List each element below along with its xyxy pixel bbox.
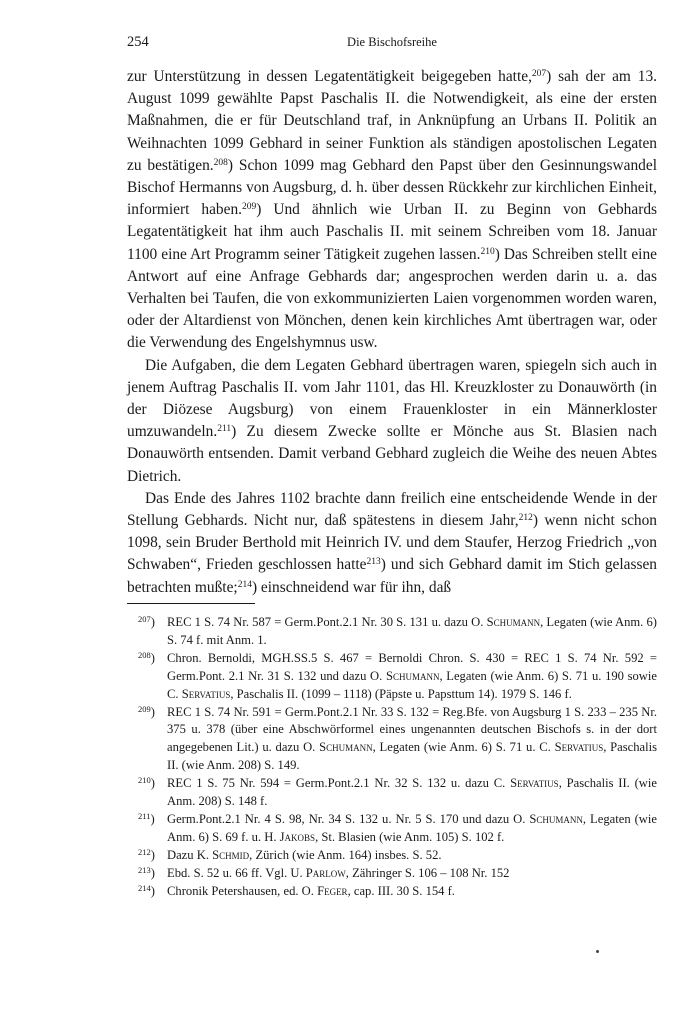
footnote-text (167, 651, 657, 701)
citation-text: Dazu K. (167, 847, 213, 862)
footnote-number-value: 212 (138, 846, 151, 857)
text-run: ) einschneidend war für ihn, daß (251, 578, 452, 596)
text-run: ) und sich Gebhard damit im Stich gelassen betrachten mußte; (127, 556, 657, 596)
footnote-number-value: 207 (138, 614, 151, 624)
citation-text: , Paschalis II. (1099 – 1118) (Päpste u. Papsttum 14). 1979 S. 146 f. (230, 686, 572, 701)
footnote-211 (138, 811, 657, 847)
footnote-208 (138, 650, 657, 704)
author-name: Schumann (486, 615, 541, 629)
footnote-number: $^{213}$) (138, 864, 155, 880)
page-number: 254 (127, 34, 149, 50)
text-run: Das Ende des Jahres 1102 brachte dann freilich eine entscheidende Wende in der Stellung Gebhards. Nicht nur, daß spätestens in diesem Jahr, (127, 489, 657, 530)
text-run: ) Schon 1099 mag Gebhard den Papst über den Gesinnungswandel Bischof Hermanns von Augsburg, d. h. über dessen Rückkehr zur kirchlichen Einheit, informiert haben. (127, 156, 657, 219)
footnote-ref-214[interactable]: 214 (237, 579, 252, 590)
footnote-210 (138, 775, 657, 811)
footnote-number: $^{212}$) (138, 846, 155, 862)
citation-text: , St. Blasien (wie Anm. 105) S. 102 f. (315, 829, 505, 844)
citation-text: , Paschalis II. (wie Anm. 208) S. 148 f. (167, 776, 657, 809)
footnote-number: $^{209}$) (138, 703, 155, 719)
footnote-text (167, 776, 657, 808)
citation-text: REC 1 S. 74 Nr. 587 = Germ.Pont.2.1 Nr. 30 S. 131 u. dazu O. (167, 615, 487, 629)
footnote-number-value: 210 (138, 775, 151, 786)
text-run: ) Und ähnlich wie Urban II. zu Beginn von Gebhards Legatentätigkeit hat ihm auch Paschalis II. mit seinem Schreiben vom 18. Januar 1100 eine Art Programm seiner Tätigkeit zugehen lassen. (127, 201, 658, 263)
main-text (127, 66, 657, 599)
footnote-separator (127, 603, 255, 604)
author-name: Schumann (319, 740, 373, 755)
footnote-ref-213[interactable]: 213 (366, 557, 381, 568)
footnote-text (167, 848, 442, 862)
running-title: Die Bischofsreihe (347, 35, 437, 49)
footnote-213 (138, 865, 657, 883)
footnote-ref-211[interactable]: 211 (217, 424, 232, 435)
footnote-number: $^{210}$) (138, 775, 155, 791)
citation-text: , Legaten (wie Anm. 6) S. 69 f. u. H. (167, 811, 657, 844)
footnote-ref-207[interactable]: 207 (531, 69, 547, 79)
citation-text: , cap. III. 30 S. 154 f. (347, 883, 455, 898)
footnote-ref-210[interactable]: 210 (480, 246, 495, 257)
footnote-209 (138, 704, 657, 776)
footnote-number-value: 211 (138, 810, 151, 821)
citation-text: , Legaten (wie Anm. 6) S. 71 u. 190 sowie C. (167, 668, 657, 701)
paragraph-1 (127, 66, 657, 355)
author-name: Servatius (181, 686, 231, 701)
footnote-number-value: 214 (138, 882, 151, 893)
footnote-text (167, 884, 455, 898)
citation-text: , Zähringer S. 106 – 108 Nr. 152 (345, 865, 510, 880)
footnote-number: $^{207}$) (138, 614, 155, 629)
footnote-212 (138, 847, 657, 865)
citation-text: Chron. Bernoldi, MGH.SS.5 S. 467 = Bernoldi Chron. S. 430 = REC 1 S. 74 Nr. 592 = Germ.Pont. 2.1 Nr. 31 S. 132 und dazu O. (167, 650, 657, 683)
footnote-207 (138, 614, 657, 650)
footnote-ref-209[interactable]: 209 (242, 202, 257, 213)
text-run: ) wenn nicht schon 1098, sein Bruder Berthold mit Heinrich IV. und dem Staufer, Herzog Friedrich „von Schwaben“, Frieden geschlossen hatte (127, 512, 657, 574)
footnote-214 (138, 883, 657, 901)
citation-text: Ebd. S. 52 u. 66 ff. Vgl. U. (167, 865, 306, 880)
author-name: Jakobs (279, 829, 316, 844)
footnote-text (167, 615, 657, 647)
text-run: zur Unterstützung in dessen Legatentätigkeit beigegeben hatte, (127, 68, 532, 85)
footnote-number: $^{211}$) (138, 810, 155, 826)
footnote-ref-212[interactable]: 212 (518, 513, 533, 524)
footnote-number-value: 213 (138, 864, 151, 875)
citation-text: Chronik Petershausen, ed. O. (167, 883, 318, 898)
citation-text: , Zürich (wie Anm. 164) insbes. S. 52. (249, 847, 442, 862)
text-run: ) Zu diesem Zwecke sollte er Mönche aus St. Blasien nach Donauwörth entsenden. Damit verband Gebhard zugleich die Weihe des neuen Abtes Dietrich. (127, 423, 657, 485)
text-run: Die Aufgaben, die dem Legaten Gebhard übertragen waren, spiegeln sich auch in jenem Auftrag Paschalis II. vom Jahr 1101, das Hl. Kreuzkloster zu Donauwörth (in der Diözese Augsburg) von einem Frauenkloster in ein Männerkloster umzuwandeln. (127, 356, 657, 441)
citation-text: , Legaten (wie Anm. 6) S. 71 u. C. (372, 740, 555, 755)
author-name: Parlow (305, 865, 346, 880)
paragraph-2 (127, 355, 657, 488)
footnote-number: $^{214}$) (138, 882, 155, 898)
author-name: Schmid (212, 847, 250, 862)
citation-text: REC 1 S. 75 Nr. 594 = Germ.Pont.2.1 Nr. 32 S. 132 u. dazu C. (167, 776, 511, 791)
text-run: ) Das Schreiben stellt eine Antwort auf eine Anfrage Gebhards dar; angesprochen werden darin u. a. das Verhalten bei Taufen, die von exkommunizierten Laien vorgenommen worden waren, oder der Altardienst von Mönchen, denen kein kirchliches Amt übertragen war, oder die Verwendung des Engelshymnus usw. (127, 245, 657, 352)
footnote-number: $^{208}$) (138, 649, 155, 665)
citation-text: REC 1 S. 74 Nr. 591 = Germ.Pont.2.1 Nr. 33 S. 132 = Reg.Bfe. von Augsburg 1 S. 233 – 235 Nr. 375 u. 378 (über eine Abschwörformel eines ungenannten deutschen Bischofs s. in der dort angegebenen Lit.) u. dazu O. (167, 704, 657, 755)
citation-text: , Legaten (wie Anm. 6) S. 74 f. mit Anm. 1. (167, 615, 657, 647)
footnote-text (167, 812, 657, 844)
footnote-number-value: 208 (138, 649, 151, 660)
paragraph-3 (127, 488, 657, 599)
footnote-text (167, 866, 509, 880)
footnote-number-value: 209 (138, 703, 151, 714)
footnote-text (167, 705, 657, 773)
author-name: Feger (317, 883, 348, 898)
author-name: Servatius (510, 776, 559, 791)
author-name: Schumann (385, 668, 440, 683)
ink-speck (596, 950, 599, 953)
footnotes (138, 614, 657, 901)
footnote-ref-208[interactable]: 208 (213, 157, 228, 168)
text-run: ) sah der am 13. August 1099 gewählte Papst Paschalis II. die Notwendigkeit, als eine der ersten Maßnahmen, die er für Deutschland traf, in Anknüpfung an Urbans II. Politik an Weihnachten 1099 Gebhard in seiner Funktion als ständigen apostolischen Legaten zu bestätigen. (127, 68, 657, 174)
citation-text: Germ.Pont.2.1 Nr. 4 S. 98, Nr. 34 S. 132 u. Nr. 5 S. 170 und dazu O. (167, 811, 530, 826)
citation-text: , Paschalis II. (wie Anm. 208) S. 149. (167, 740, 657, 773)
author-name: Schumann (529, 811, 583, 826)
page-header (127, 34, 657, 54)
author-name: Servatius (554, 740, 604, 755)
